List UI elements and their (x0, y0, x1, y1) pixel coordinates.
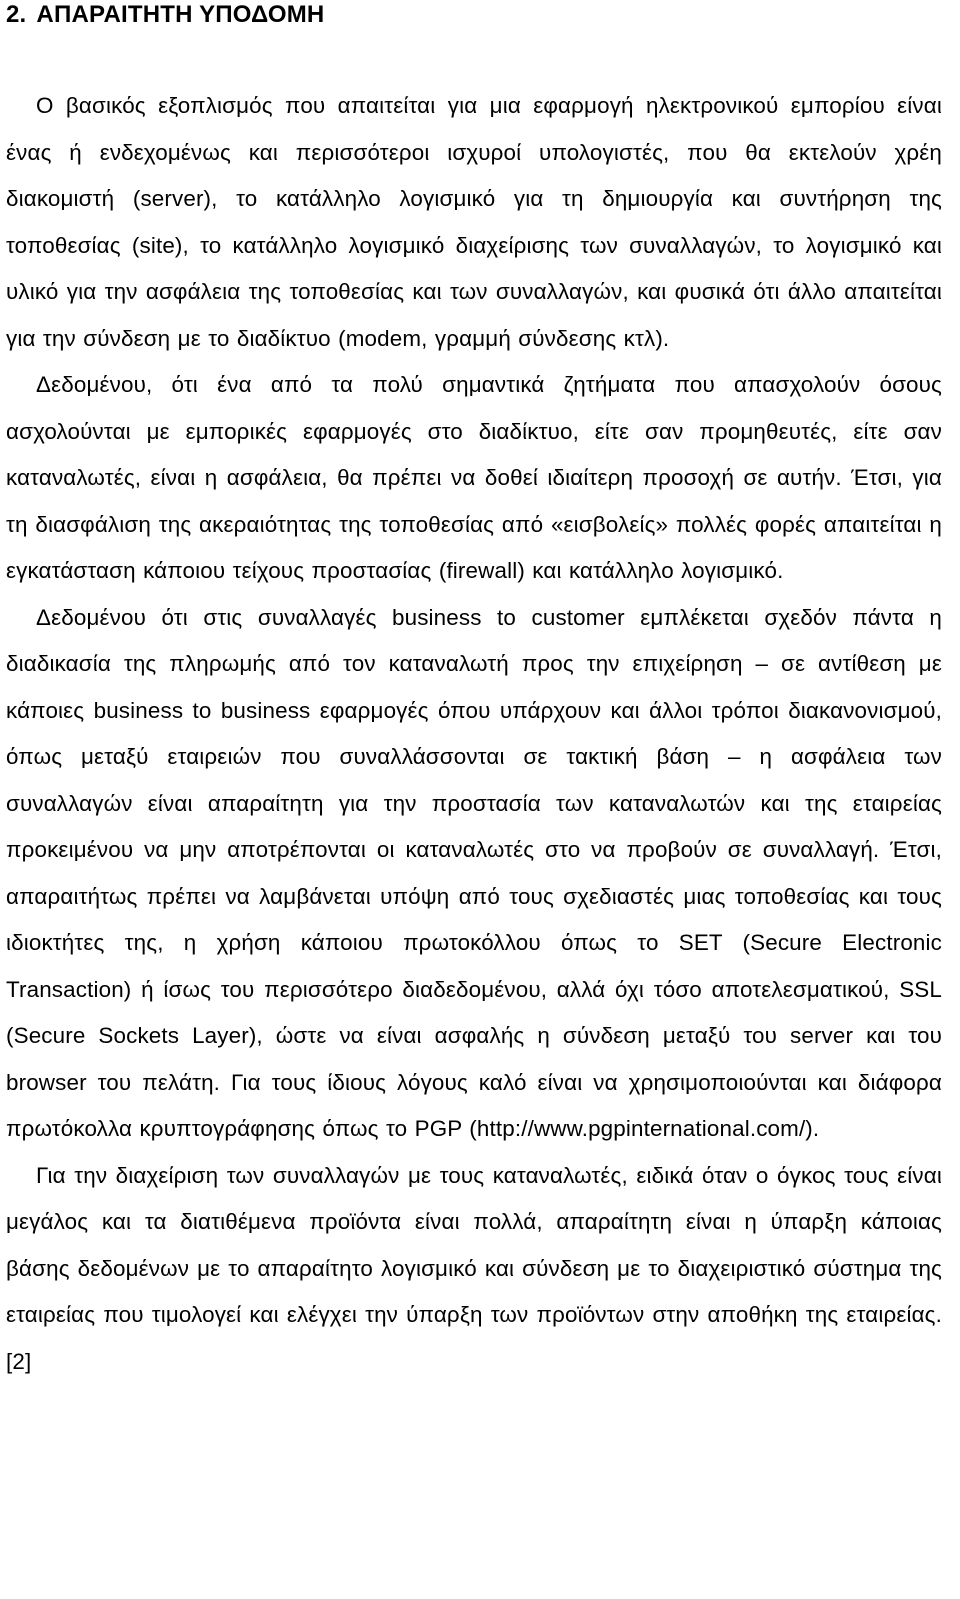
paragraph-security: Δεδομένου, ότι ένα από τα πολύ σημαντικά ζητήματα που απασχολούν όσους ασχολούνται με εμπορικές εφαρμογές στο διαδίκτυο, είτε σαν προμηθευτές, είτε σαν καταναλωτές, είναι η ασφάλεια, θα πρέπει να δοθεί ιδιαίτερη προσοχή σε αυτήν. Έτσι, για τη διασφάλιση της ακεραιότητας της τοποθεσίας από «εισβολείς» πολλές φορές απαιτείται η εγκατάσταση κάποιου τείχους προστασίας (firewall) και κατάλληλο λογισμικό. (6, 372, 942, 583)
section-number: 2. (6, 1, 27, 28)
paragraph-transaction-management: Για την διαχείριση των συναλλαγών με τους καταναλωτές, ειδικά όταν ο όγκος τους είναι μεγάλος και τα διατιθέμενα προϊόντα είναι πολλά, απαραίτητη είναι η ύπαρξη κάποιας βάσης δεδομένων με το απαραίτητο λογισμικό και σύνδεση με το διαχειριστικό σύστημα της εταιρείας που τιμολογεί και ελέγχει την ύπαρξη των προϊόντων στην αποθήκη της εταιρείας.[2] (6, 1162, 942, 1374)
section-body (6, 83, 942, 1385)
section-heading (6, 0, 942, 29)
paragraph-payment-protocols: Δεδομένου ότι στις συναλλαγές business to customer εμπλέκεται σχεδόν πάντα η διαδικασία της πληρωμής από τον καταναλωτή προς την επιχείρηση – σε αντίθεση με κάποιες business to business εφαρμογές όπου υπάρχουν και άλλοι τρόποι διακανονισμού, όπως μεταξύ εταιρειών που συναλλάσσονται σε τακτική βάση – η ασφάλεια των συναλλαγών είναι απαραίτητη για την προστασία των καταναλωτών και της εταιρείας προκειμένου να μην αποτρέπονται οι καταναλωτές στο να προβούν σε συναλλαγή. Έτσι, απαραιτήτως πρέπει να λαμβάνεται υπόψη από τους σχεδιαστές μιας τοποθεσίας και τους ιδιοκτήτες της, η χρήση κάποιου πρωτοκόλλου όπως το SET (Secure Electronic Transaction) ή ίσως του περισσότερο διαδεδομένου, αλλά όχι τόσο αποτελεσματικού, SSL (Secure Sockets Layer), ώστε να είναι ασφαλής η σύνδεση μεταξύ του server και του browser του πελάτη. Για τους ίδιους λόγους καλό είναι να χρησιμοποιούνται και διάφορα πρωτόκολλα κρυπτογράφησης όπως το PGP (http://www.pgpinternational.com/). (6, 604, 942, 1141)
section-title: ΑΠΑΡΑΙΤΗΤΗ ΥΠΟΔΟΜΗ (36, 1, 325, 28)
paragraph-infrastructure: Ο βασικός εξοπλισμός που απαιτείται για μια εφαρμογή ηλεκτρονικού εμπορίου είναι ένας ή ενδεχομένως και περισσότεροι ισχυροί υπολογιστές, που θα εκτελούν χρέη διακομιστή (server), το κατάλληλο λογισμικό για τη δημιουργία και συντήρηση της τοποθεσίας (site), το κατάλληλο λογισμικό διαχείρισης των συναλλαγών, το λογισμικό και υλικό για την ασφάλεια της τοποθεσίας και των συναλλαγών, και φυσικά ότι άλλο απαιτείται για την σύνδεση με το διαδίκτυο (modem, γραμμή σύνδεσης κτλ). (6, 93, 942, 351)
